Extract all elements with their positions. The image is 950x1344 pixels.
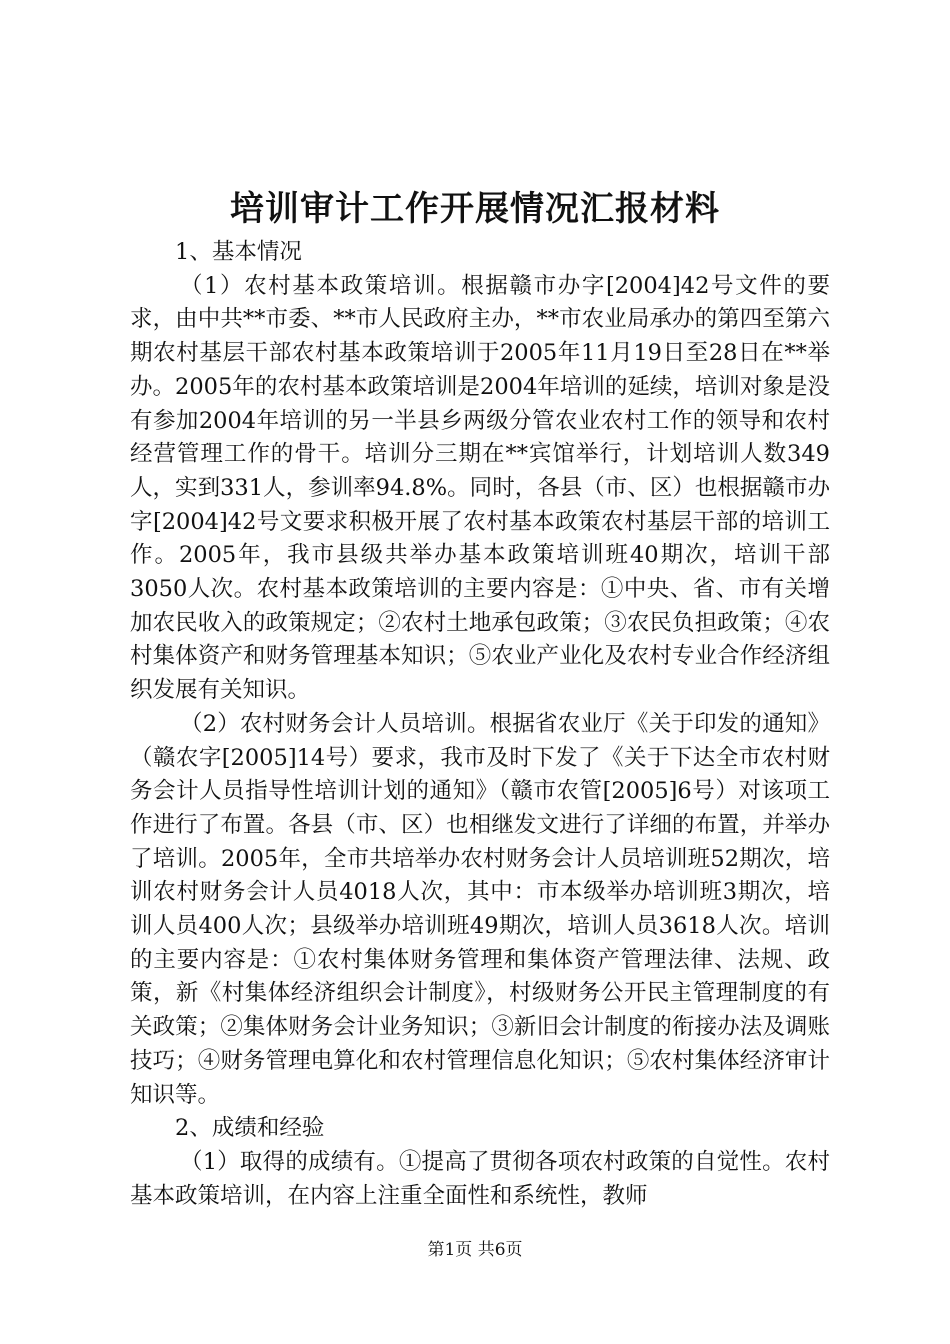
document-body <box>130 236 830 1213</box>
page-footer <box>0 1238 950 1262</box>
section-heading-achievements: 2、成绩和经验 <box>175 1115 325 1142</box>
document-title: 培训审计工作开展情况汇报材料 <box>230 189 720 229</box>
paragraph-achievements: （1）取得的成绩有。①提高了贯彻各项农村政策的自觉性。农村基本政策培训，在内容上注重全面性和系统性，教师 <box>130 1148 830 1209</box>
paragraph-rural-policy-training: （1）农村基本政策培训。根据赣市办字[2004]42号文件的要求，由中共**市委、**市人民政府主办，**市农业局承办的第四至第六期农村基层干部农村基本政策培训于2005年11月19日至28日在**举办。2005年的农村基本政策培训是2004年培训的延续，培训对象是没有参加2004年培训的另一半县乡两级分管农业农村工作的领导和农村经营管理工作的骨干。培训分三期在**宾馆举行，计划培训人数349人，实到331人，参训率94.8%。同时，各县（市、区）也根据赣市办字[2004]42号文要求积极开展了农村基本政策农村基层干部的培训工作。2005年，我市县级共举办基本政策培训班40期次，培训干部3050人次。农村基本政策培训的主要内容是：①中央、省、市有关增加农民收入的政策规定；②农村土地承包政策；③农民负担政策；④农村集体资产和财务管理基本知识；⑤农业产业化及农村专业合作经济组织发展有关知识。 <box>130 272 830 704</box>
page-indicator: 第1页 共6页 <box>427 1240 523 1260</box>
paragraph-rural-accounting-training: （2）农村财务会计人员培训。根据省农业厅《关于印发的通知》（赣农字[2005]14号）要求，我市及时下发了《关于下达全市农村财务会计人员指导性培训计划的通知》（赣市农管[2005]6号）对该项工作进行了布置。各县（市、区）也相继发文进行了详细的布置，并举办了培训。2005年，全市共培举办农村财务会计人员培训班52期次，培训农村财务会计人员4018人次，其中：市本级举办培训班3期次，培训人员400人次；县级举办培训班49期次，培训人员3618人次。培训的主要内容是：①农村集体财务管理和集体资产管理法律、法规、政策，新《村集体经济组织会计制度》，村级财务公开民主管理制度的有关政策；②集体财务会计业务知识；③新旧会计制度的衔接办法及调账技巧；④财务管理电算化和农村管理信息化知识；⑤农村集体经济审计知识等。 <box>130 710 830 1108</box>
section-heading-basic-situation: 1、基本情况 <box>175 239 302 265</box>
